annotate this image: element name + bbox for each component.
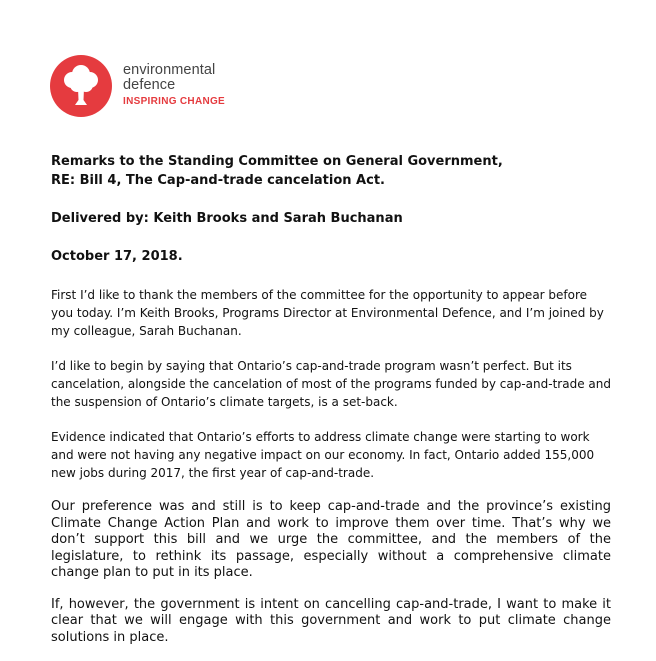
document-title xyxy=(51,152,611,190)
paragraph-engagement: If, however, the government is intent on cancelling cap-and-trade, I want to make it clear that we will engage with this government and work to put climate change solutions in place. xyxy=(51,596,611,645)
document-body xyxy=(51,152,611,661)
date-block xyxy=(51,247,611,266)
logo-tagline: INSPIRING CHANGE xyxy=(123,96,226,107)
environmental-defence-logo xyxy=(50,55,250,117)
paragraph-intro: First I’d like to thank the members of the committee for the opportunity to appear before you today. I’m Keith Brooks, Programs Director at Environmental Defence, and I’m joined by my colleague, Sarah Buchanan. xyxy=(51,288,604,338)
logo-line-environmental: environmental xyxy=(123,62,216,78)
paragraph-preference: Our preference was and still is to keep cap-and-trade and the province’s existing Climate Change Action Plan and work to improve them over time. That’s why we don’t support this bill and we urge the committee, and the members of the legislature, to rethink its passage, especially without a comprehensive climate change plan to put in its place. xyxy=(51,499,611,580)
title-line-2: RE: Bill 4, The Cap-and-trade cancelation Act. xyxy=(51,173,385,188)
logo-line-defence: defence xyxy=(123,77,176,93)
delivered-by-block xyxy=(51,209,611,228)
document-date: October 17, 2018. xyxy=(51,249,183,264)
delivered-by: Delivered by: Keith Brooks and Sarah Buchanan xyxy=(51,211,403,226)
title-line-1: Remarks to the Standing Committee on General Government, xyxy=(51,154,503,169)
logo-wordmark xyxy=(123,63,225,109)
paragraph-evidence: Evidence indicated that Ontario’s efforts to address climate change were starting to work and were not having any negative impact on our economy. In fact, Ontario added 155,000 new jobs during 2017, the first year of cap-and-trade. xyxy=(51,430,595,480)
paragraph-program: I’d like to begin by saying that Ontario’s cap-and-trade program wasn’t perfect. But its cancelation, alongside the cancelation of most of the programs funded by cap-and-trade and the suspension of Ontario’s climate targets, is a set-back. xyxy=(51,359,611,409)
tree-logo-icon xyxy=(50,55,112,117)
